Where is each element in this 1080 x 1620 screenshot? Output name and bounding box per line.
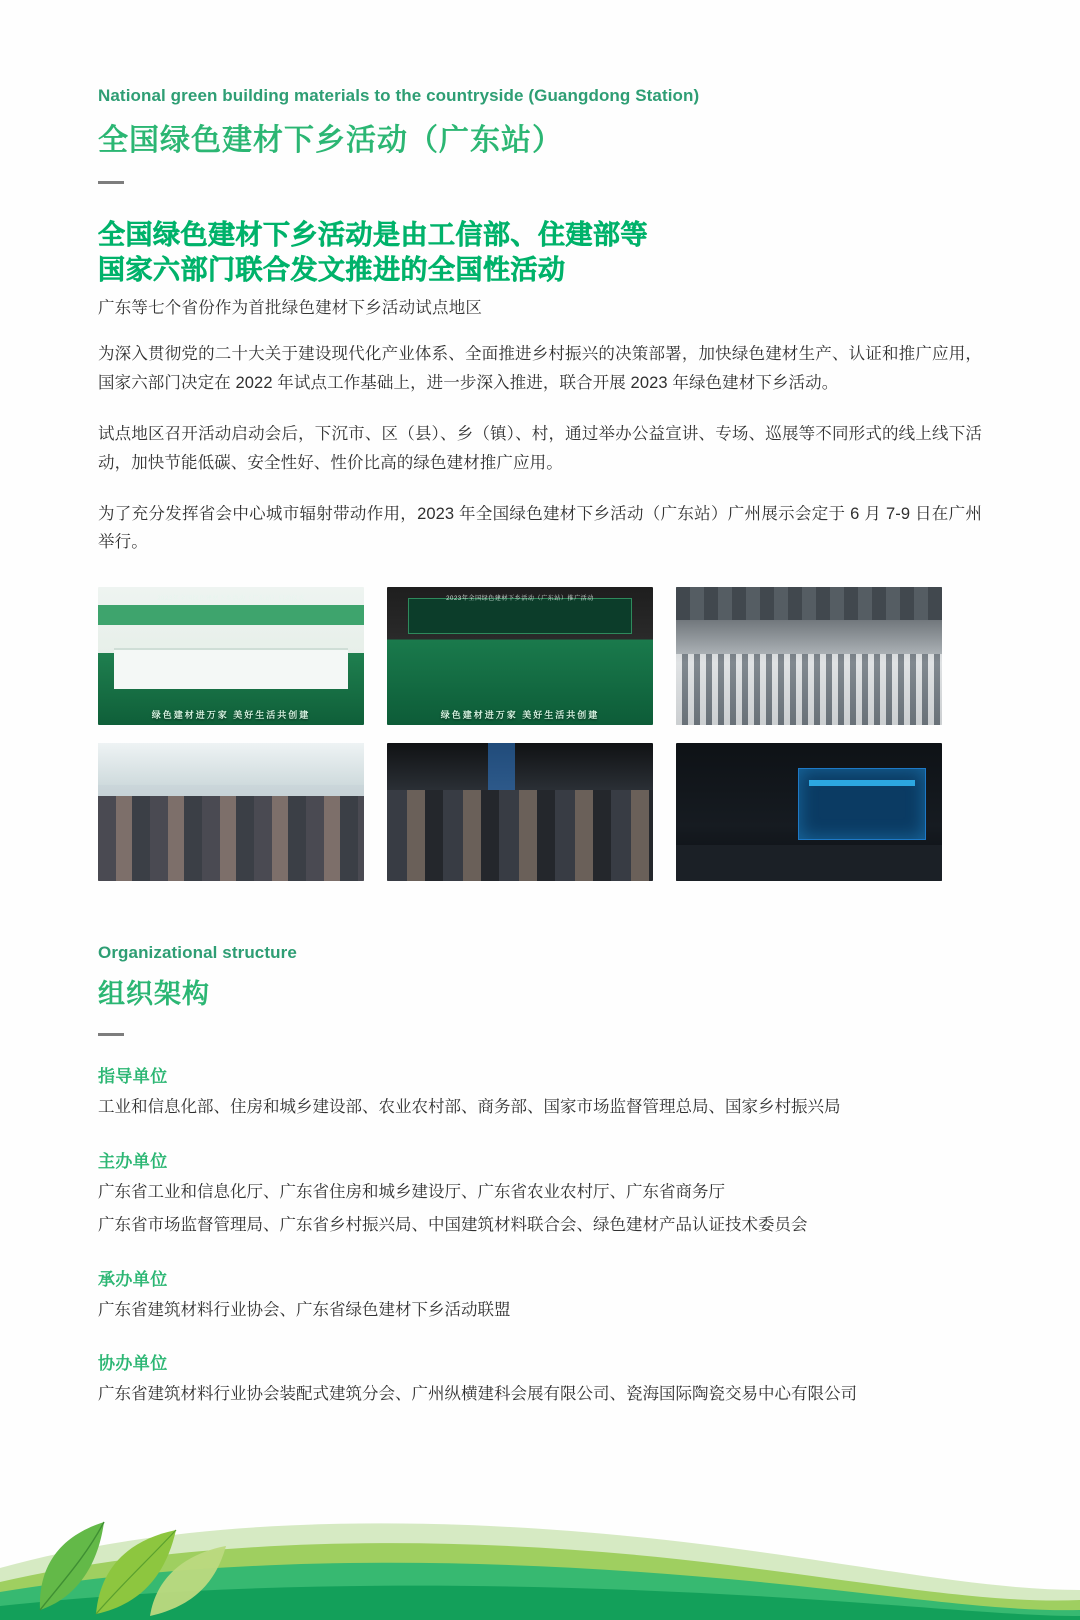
org-block-guidance [98,1062,982,1120]
header-english-title: National green building materials to the countryside (Guangdong Station) [98,86,700,105]
banner-headline-line2: 国家六部门联合发文推进的全国性活动 [98,254,566,285]
photo-gallery [98,587,982,881]
photo-exhibition-booth [98,743,364,881]
body-paragraph-1: 为深入贯彻党的二十大关于建设现代化产业体系、全面推进乡村振兴的决策部署，加快绿色建材生产、认证和推广应用，国家六部门决定在 2022 年试点工作基础上，进一步深入推进，联合开展 2023 年绿色建材下乡活动。 [98,345,982,392]
banner-headline-line1: 全国绿色建材下乡活动是由工信部、住建部等 [98,220,648,250]
photo-top-text: 2023年全国绿色建材下乡活动（广东站）推广活动 [446,596,594,603]
org-block-title: 指导单位 [98,1067,168,1087]
page-title: 全国绿色建材下乡活动（广东站） [98,124,563,157]
stage-screen [408,598,631,634]
hall-ceiling [676,587,942,620]
photo-visitors-aisle [387,743,653,881]
banner-subtitle: 广东等七个省份作为首批绿色建材下乡活动试点地区 [98,299,483,318]
org-block-title: 承办单位 [98,1269,168,1289]
booth-backdrop [98,743,364,784]
banner-headline [98,218,982,287]
org-block-title: 协办单位 [98,1353,168,1373]
footer-wave-graphic [0,1440,1080,1620]
org-block-host [98,1147,982,1239]
booth-crowd [98,796,364,882]
showroom-counter [676,845,942,881]
org-block-title: 主办单位 [98,1151,168,1171]
photo-conference-hall [676,587,942,725]
org-block-organizer [98,1265,982,1323]
hall-seating [676,654,942,726]
aisle-crowd [387,790,653,881]
photo-caption: 绿色建材进万家 美好生活共创建 [440,710,600,721]
footer-decoration [0,1440,1080,1620]
org-block-line: 广东省工业和信息化厅、广东省住房和城乡建设厅、广东省农业农村厅、广东省商务厅 [98,1182,725,1201]
body-paragraph-3: 为了充分发挥省会中心城市辐射带动作用，2023 年全国绿色建材下乡活动（广东站）广州展示会定于 6 月 7-9 日在广州举行。 [98,504,982,552]
org-block-line: 广东省市场监督管理局、广东省乡村振兴局、中国建筑材料联合会、绿色建材产品认证技术委员会 [98,1216,808,1235]
org-block-line: 广东省建筑材料行业协会、广东省绿色建材下乡活动联盟 [98,1300,511,1319]
aisle-light [488,743,515,795]
section-chinese-title: 组织架构 [98,979,210,1010]
photo-signing-ceremony [98,587,364,725]
led-screen [798,768,926,840]
stage-table [114,648,348,689]
organizational-structure-section [98,943,982,1407]
document-content [98,0,982,1407]
title-divider [98,181,124,184]
org-block-line: 广东省建筑材料行业协会装配式建筑分会、广州纵横建科会展有限公司、瓷海国际陶瓷交易中心有限公司 [98,1384,857,1403]
photo-led-showroom [676,743,942,881]
section-divider [98,1033,124,1036]
photo-top-text: 2023年全国绿色建材下乡活动（广东站）启动仪式 [157,596,305,603]
photo-launch-lineup [387,587,653,725]
stage-backdrop [98,605,364,625]
section-english-title: Organizational structure [98,943,297,963]
org-block-line: 工业和信息化部、住房和城乡建设部、农业农村部、商务部、国家市场监督管理总局、国家乡村振兴局 [98,1098,841,1117]
photo-caption: 绿色建材进万家 美好生活共创建 [151,710,311,721]
org-block-coorganizer [98,1349,982,1407]
body-paragraph-2: 试点地区召开活动启动会后，下沉市、区（县）、乡（镇）、村，通过举办公益宣讲、专场、巡展等不同形式的线上线下活动，加快节能低碳、安全性好、性价比高的绿色建材推广应用。 [98,424,982,472]
